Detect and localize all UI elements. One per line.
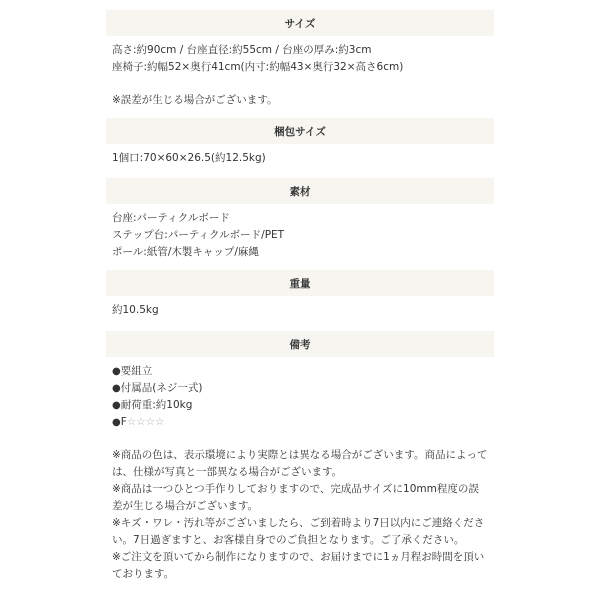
section-body-size	[106, 36, 494, 118]
weight-line: 約10.5kg	[112, 304, 159, 316]
remark-text: 付属品(ネジ一式)	[120, 382, 203, 394]
size-line: 座椅子:約幅52×奥行41cm(内寸:約幅43×奥行32×高さ6cm)	[112, 61, 404, 73]
size-line: 高さ:約90cm / 台座直径:約55cm / 台座の厚み:約3cm	[112, 44, 372, 56]
section-header-material: 素材	[106, 178, 494, 204]
remark-rating	[112, 414, 488, 431]
remark-item	[112, 380, 488, 397]
section-body-package-size	[106, 144, 494, 178]
star-rating-icon: ☆☆☆☆	[126, 416, 165, 428]
size-note: ※誤差が生じる場合がございます。	[112, 94, 278, 106]
remark-note: ※商品は一つひとつ手作りしておりますので、完成品サイズに10mm程度の誤差が生じる場合がございます。	[112, 483, 479, 512]
bullet-icon: ●	[112, 366, 121, 377]
material-line: 台座:パーティクルボード	[112, 212, 230, 224]
section-body-material	[106, 204, 494, 270]
remark-note: ※キズ・ワレ・汚れ等がございましたら、ご到着時より7日以内にご連絡ください。7日過ぎますと、お客様自身でのご負担となります。ご了承ください。	[112, 517, 485, 546]
remark-note: ※商品の色は、表示環境により実際とは異なる場合がございます。商品によっては、仕様が写真と一部異なる場合がございます。	[112, 449, 488, 478]
material-line: ステップ台:パーティクルボード/PET	[112, 229, 285, 241]
section-body-weight	[106, 296, 494, 331]
bullet-icon: ●	[112, 383, 121, 394]
product-spec-table	[106, 10, 494, 583]
remark-note: ※ご注文を頂いてから制作になりますので、お届けまでに1ヵ月程お時間を頂いております。	[112, 551, 485, 580]
remark-text: 耐荷重:約10kg	[120, 399, 193, 411]
section-header-weight: 重量	[106, 270, 494, 296]
section-header-package-size: 梱包サイズ	[106, 118, 494, 144]
bullet-icon: ●	[112, 417, 121, 428]
rating-prefix: F	[120, 416, 127, 428]
section-header-remarks: 備考	[106, 331, 494, 357]
remark-text: 要組立	[120, 365, 153, 377]
section-header-size: サイズ	[106, 10, 494, 36]
package-line: 1個口:70×60×26.5(約12.5kg)	[112, 152, 266, 164]
remark-item	[112, 363, 488, 380]
section-body-remarks	[106, 357, 494, 583]
bullet-icon: ●	[112, 400, 121, 411]
remark-item	[112, 397, 488, 414]
material-line: ポール:紙管/木製キャップ/麻縄	[112, 246, 259, 258]
